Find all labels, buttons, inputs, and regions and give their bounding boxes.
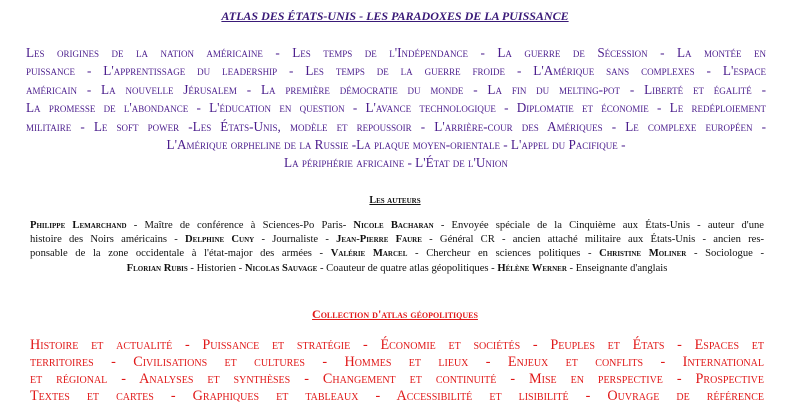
topics-line: puissance - L'apprentissage du leadership - Les temps de la guerre froide - L'Amérique sans complexes - L'espace	[26, 63, 766, 79]
authors-line	[30, 247, 764, 261]
authors-line	[30, 233, 764, 247]
authors-line	[30, 262, 764, 276]
topics-line: La promesse de l'abondance - L'éducation en question - L'avance technologique - Diplomatie et économie - Le redéploiement	[26, 100, 766, 116]
authors-line	[30, 219, 764, 233]
collection-line: territoires - Civilisations et cultures - Hommes et lieux - Enjeux et conflits - International	[30, 354, 764, 370]
topics-paragraph	[26, 44, 766, 173]
author-text: - Coauteur de quatre atlas géopolitiques -	[317, 262, 498, 274]
topics-line: L'Amérique orpheline de la Russie -La plaque moyen-orientale - L'appel du Pacifique -	[166, 137, 626, 153]
topics-line: américain - La nouvelle Jérusalem - La première démocratie du monde - La fin du melting-pot - Liberté et égalité -	[26, 81, 766, 97]
author-text: histoire des Noirs américains -	[30, 234, 186, 246]
author-text: - Chercheur en sciences politiques -	[407, 248, 600, 260]
collection-heading: Collection d'atlas géopolitiques	[312, 307, 478, 321]
author-name: Nicole Bacharan	[353, 220, 434, 231]
page-title: ATLAS DES ÉTATS-UNIS - LES PARADOXES DE LA PUISSANCE	[221, 9, 569, 23]
collection-line: et régional - Analyses et synthèses - Changement et continuité - Mise en perspective - Prospective	[30, 371, 764, 387]
topics-line: La périphérie africaine - L'État de l'Union	[284, 155, 508, 171]
authors-paragraph	[30, 219, 764, 276]
collection-paragraph	[30, 337, 764, 405]
author-name: Jean-Pierre Faure	[336, 234, 422, 246]
author-name: Philippe Lemarchand	[30, 220, 127, 231]
author-text: - Envoyée spéciale de la Cinquième aux États-Unis - auteur d'une	[433, 220, 764, 231]
topics-line: militaire - Le soft power -Les États-Unis, modèle et repoussoir - L'arrière-cour des Amériques - Le complexe européen -	[26, 118, 766, 134]
author-name: Nicolas Sauvage	[244, 262, 318, 274]
author-name: Valérie Marcel	[330, 248, 408, 260]
collection-line: Histoire et actualité - Puissance et stratégie - Économie et sociétés - Peuples et États - Espaces et	[30, 337, 764, 353]
author-text: - Général CR - ancien attaché militaire aux États-Unis - ancien res-	[421, 234, 765, 246]
author-name: Christine Moliner	[599, 248, 687, 260]
author-name: Delphine Cuny	[185, 234, 255, 246]
author-text: ponsable de la zone occidentale à l'état-major des armées -	[30, 248, 331, 260]
topics-line: Les origines de la nation américaine - Les temps de l'Indépendance - La guerre de Sécession - La montée en	[26, 45, 766, 60]
collection-line: Textes et cartes - Graphiques et tableaux - Accessibilité et lisibilité - Ouvrage de référence	[30, 388, 764, 404]
author-text: - Maître de conférence à Sciences-Po Paris-	[126, 220, 354, 231]
author-name: Florian Rubis	[126, 262, 188, 274]
author-text: - Historien -	[187, 262, 245, 274]
author-text: - Journaliste -	[254, 234, 337, 246]
authors-heading: Les auteurs	[369, 195, 421, 206]
author-text: - Sociologue -	[686, 248, 764, 260]
author-text: - Enseignante d'anglais	[566, 262, 668, 274]
author-name: Hélène Werner	[497, 262, 567, 274]
